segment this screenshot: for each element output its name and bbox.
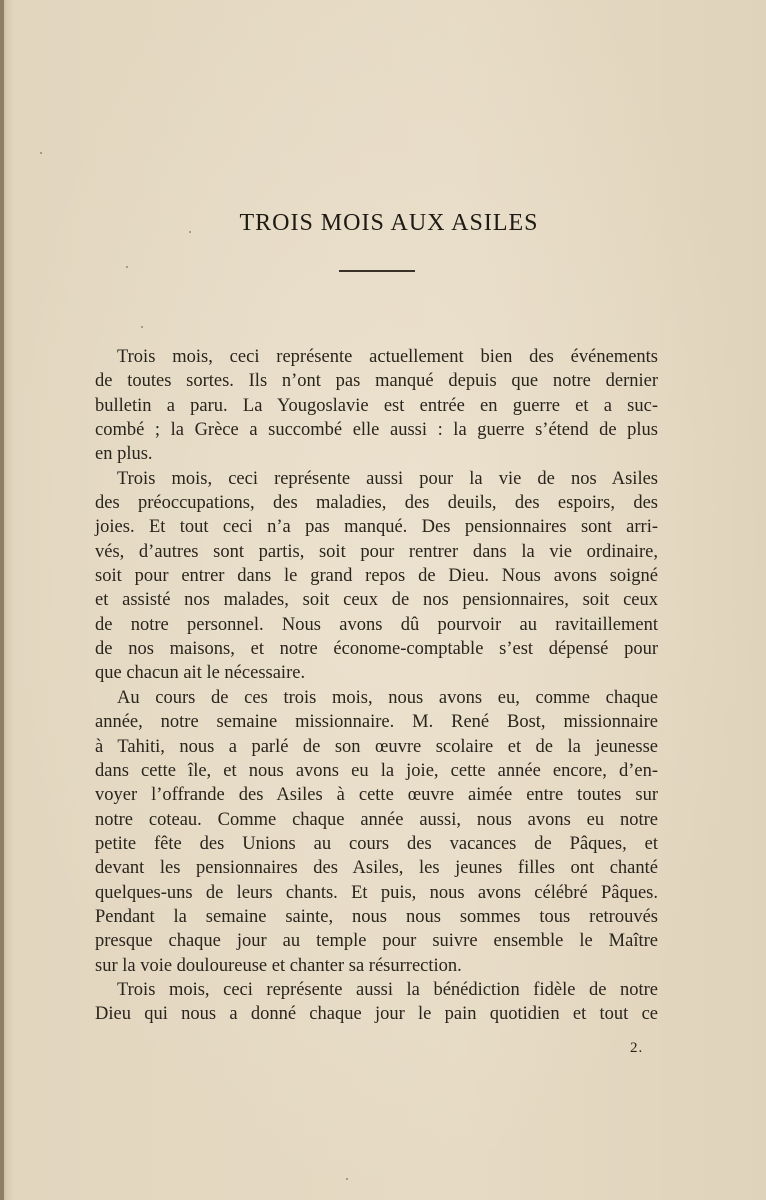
- text-line: Trois mois, ceci représente actuellement bien des événements: [117, 347, 658, 367]
- paragraph-1: [95, 345, 658, 467]
- body-text: [95, 345, 658, 1027]
- paper-speck: [346, 1178, 348, 1180]
- text-line: quelques-uns de leurs chants. Et puis, nous avons célébré Pâques.: [95, 882, 658, 903]
- paper-speck: [40, 152, 42, 154]
- paragraph-2: [95, 467, 658, 686]
- text-line: notre coteau. Comme chaque année aussi, nous avons eu notre: [95, 809, 658, 830]
- text-line: Trois mois, ceci représente aussi pour la vie de nos Asiles: [117, 468, 658, 489]
- text-line: à Tahiti, nous a parlé de son œuvre scolaire et de la jeunesse: [95, 736, 658, 757]
- text-line: presque chaque jour au temple pour suivre ensemble le Maître: [95, 931, 658, 952]
- text-line: et assisté nos malades, soit ceux de nos pensionnaires, soit ceux: [95, 590, 658, 611]
- paper-speck: [141, 326, 143, 328]
- text-line: Trois mois, ceci représente aussi la bénédiction fidèle de notre: [117, 979, 658, 1000]
- text-line: joies. Et tout ceci n’a pas manqué. Des pensionnaires sont arri-: [95, 517, 658, 538]
- title-rule: [339, 270, 415, 272]
- paper-speck: [126, 266, 128, 268]
- text-line: Pendant la semaine sainte, nous nous sommes tous retrouvés: [95, 906, 658, 927]
- text-line: Dieu qui nous a donné chaque jour le pain quotidien et tout ce: [95, 1004, 658, 1025]
- text-line: devant les pensionnaires des Asiles, les jeunes filles ont chanté: [95, 858, 658, 879]
- paragraph-4: [95, 978, 658, 1027]
- text-line: dans cette île, et nous avons eu la joie, cette année encore, d’en-: [95, 760, 658, 781]
- text-line: Au cours de ces trois mois, nous avons eu, comme chaque: [117, 687, 658, 708]
- text-line: voyer l’offrande des Asiles à cette œuvre aimée entre toutes sur: [95, 785, 658, 806]
- text-line: des préoccupations, des maladies, des deuils, des espoirs, des: [95, 493, 658, 514]
- paper-speck: [189, 231, 191, 233]
- text-line: que chacun ait le nécessaire.: [95, 663, 306, 684]
- text-line: bulletin a paru. La Yougoslavie est entrée en guerre et a suc-: [95, 395, 658, 416]
- page-edge: [0, 0, 4, 1200]
- text-line: en plus.: [95, 444, 153, 465]
- paragraph-3: [95, 686, 658, 978]
- text-line: petite fête des Unions au cours des vacances de Pâques, et: [95, 833, 658, 854]
- text-line: de notre personnel. Nous avons dû pourvoir au ravitaillement: [95, 614, 658, 635]
- text-line: vés, d’autres sont partis, soit pour rentrer dans la vie ordinaire,: [95, 541, 658, 562]
- text-line: sur la voie douloureuse et chanter sa résurrection.: [95, 955, 462, 976]
- text-line: combé ; la Grèce a succombé elle aussi : la guerre s’étend de plus: [95, 420, 658, 441]
- text-line: de toutes sortes. Ils n’ont pas manqué depuis que notre dernier: [95, 371, 658, 392]
- text-line: année, notre semaine missionnaire. M. René Bost, missionnaire: [95, 712, 658, 733]
- page-title: TROIS MOIS AUX ASILES: [239, 210, 539, 236]
- text-line: soit pour entrer dans le grand repos de Dieu. Nous avons soigné: [95, 566, 658, 587]
- text-line: de nos maisons, et notre économe-comptable s’est dépensé pour: [95, 639, 658, 660]
- page-number: 2.: [630, 1040, 644, 1056]
